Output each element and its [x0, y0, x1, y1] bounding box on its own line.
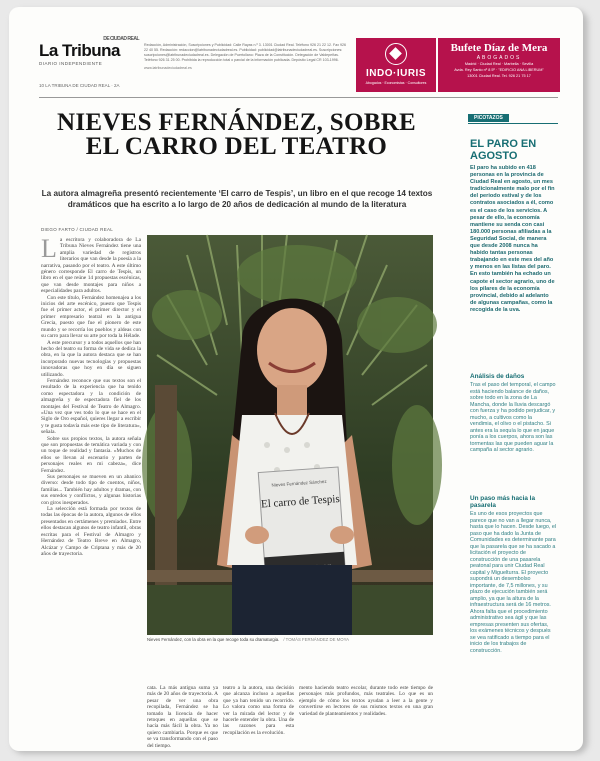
- ad-indo-iuris: [356, 38, 436, 92]
- header-rule: [39, 97, 558, 98]
- ad-indo-name: INDO·IURIS: [366, 68, 426, 79]
- article-byline: DIEGO FARTO / CIUDAD REAL: [41, 227, 114, 232]
- masthead: [39, 36, 139, 66]
- book-author: Nieves Fernández Sánchez: [271, 478, 327, 488]
- ad-bufete-role: ABOGADOS: [476, 55, 522, 61]
- paragraph: Fernández reconoce que sus textos son el resultado de la experiencia que ha tenido como espectadora y la condición de almagreña y de espectadora fiel de los montajes del Festival de Teatro de Almagro. «Una vez que ves todo lo que se hace en el Siglo de Oro español, quieres llegar a escribir y te gusta todavía más este tipo de literatura», señala.: [41, 377, 141, 436]
- sidebar-text-2: Es uno de esos proyectos que parece que no van a llegar nunca, hasta que lo hacen. Desde luego, el paso que ha dado la Junta de Comunidades es determinante para que la pasarela que se ha sacado a licitación el proyecto de construcción de una pasarela peatonal para unir Ciudad Real capital y Miguelturra. El proyecto supondrá un desembolso importante, de 7,5 millones, y su plazo de ejecución también será amplio, ya que la altura de la infraestructura será de 16 metros. Ahora falta que el procedimiento administrativo sea ágil y que las empresas presenten sus ofertas, los exámenes técnicos y después se vea ratificado a tiempo para el inicio de los trabajos de construcción.: [470, 511, 557, 654]
- newspaper-page: [9, 7, 583, 751]
- article-column-3: teatro a la autora, una decisión que alcanza incluso a aquellas que ya han tenido un recorrido. Lo valora como una forma de ver la mirada del lector y de hacerle entender la obra. Una de las razones para esta recopilación es la evolución.: [223, 685, 294, 736]
- brand-subtitle: DIARIO INDEPENDIENTE: [39, 61, 103, 66]
- book-title: El carro de Tespis: [260, 492, 341, 511]
- paragraph: Sobre sus propios textos, la autora señala que son propuestas de temática variada y con un toque de realidad y fantasía. «Muchos de ellos se llevan al escenario y parten de personajes reales en mi cabeza», dice Fernández.: [41, 435, 141, 474]
- sidebar-title: EL PARO EN AGOSTO: [470, 138, 537, 162]
- paragraph: Sus personajes se mueven en un abanico diverso: desde todo tipo de cuentos, niños, familias... También hay adultos y dramas, con sus enredos y conflictos, y algunas historias con giros inesperados.: [41, 474, 141, 506]
- photo-illustration: [147, 235, 433, 635]
- sidebar-rule: [468, 123, 558, 124]
- sidebar-subhead-2: Un paso más hacia la pasarela: [470, 495, 535, 509]
- indo-logo-icon: [385, 43, 407, 65]
- brand-small: DE CIUDAD REAL: [103, 36, 139, 42]
- paragraph: La escritora y colaboradora de La Tribuna Nieves Fernández tiene una amplia variedad de registros literarios que van desde la poesía a la narrativa, pasando por el teatro. A este último género corresponde El carro de Tespis, un libro en el que reúne 14 propuestas escénicas, que van desde montajes para niños a especialidades para adultos.: [41, 234, 141, 295]
- sidebar-subhead-1: Análisis de daños: [470, 373, 525, 380]
- paragraph: La selección está formada por textos de todas las épocas de la autora, algunos de ellos presentados en certámenes y premiados. Entre ellos destacan algunos de teatro infantil, obras escritas para el Festival de Almagro y Hernández de Teatro Breve en Almagro, Alcázar y Campo de Criptana y más de 20 años de trayectoria.: [41, 506, 141, 557]
- article-photo: [147, 235, 433, 635]
- paragraph: Con este título, Fernández homenajea a los inicios del arte escénico, puesto que Tespis fue el primer actor, el primer director y el primer empresario teatral en la antigua Grecia, puesto que fue el pionero de este mundo y se recorría los pueblos y aldeas con su carro para llevar su arte por toda la Hélade.: [41, 294, 141, 340]
- ad-bufete-line3: 13001 Ciudad Real. Tel. 926 21 75 17: [467, 74, 531, 78]
- paragraph: A este precursor y a todos aquellos que han hecho del teatro su forma de vida se dedica la obra, en la que la autora destaca que se han incorporado nuevas tecnologías y propuestas innovadoras que hoy en día se siguen utilizando.: [41, 339, 141, 378]
- photo-caption: Nieves Fernández, con la obra en la que recoge toda su dramaturgia. / TOMÁS FERNÁNDEZ DE MOYA: [147, 637, 349, 642]
- article-headline: NIEVES FERNÁNDEZ, SOBRE EL CARRO DEL TEATRO: [56, 109, 417, 160]
- info-url: www.latribunadeciudadreal.es: [144, 66, 192, 70]
- ad-bufete-line2: Avda. Rey Santo nº 8 5º · "EDIFICIO ANA LIBERUM": [454, 68, 544, 72]
- info-text: Redacción, Administración, Suscripciones y Publicidad: Calle Rayas n.º 3. 13001 Ciudad Real. Teléfono 926 21 22 12. Fax 926 22 40 55. Redacción: redaccion@latribunadeciudadreal.es. Publicidad: publicidad@latribunadeciudadreal.es. Suscripciones: suscripciones@latribunadeciudadreal.es. Delegación de Puertollano: Plaza de la Constitución. Delegación de Valdepeñas. Teléfono 926 31 25 00. Prohibida la reproducción total o parcial de la información publicada. Depósito Legal CR 103-1996.: [144, 43, 347, 62]
- dateline: 10 LA TRIBUNA DE CIUDAD REAL · 2A: [39, 83, 120, 88]
- article-deck: La autora almagreña presentó recientemente ‘El carro de Tespis’, un libro en el que recoge 14 textos dramáticos que ha escrito a lo largo de 20 años de dedicación al mundo de la literatura: [41, 189, 433, 209]
- photo-credit: / TOMÁS FERNÁNDEZ DE MOYA: [283, 637, 349, 642]
- article-column-1: [41, 234, 141, 740]
- ad-indo-tag: Abogados · Economistas · Consultores: [365, 81, 427, 85]
- info-block: [144, 43, 349, 71]
- ad-bufete-line1: Madrid · Ciudad Real · Marbella · Sevilla: [464, 62, 534, 66]
- sidebar-label: PICOTAZOS: [468, 114, 509, 122]
- brand-logo: DE CIUDAD REAL La Tribuna: [39, 36, 139, 60]
- dropcap: L: [41, 234, 57, 263]
- ad-bufete-name: Bufete Díaz de Mera: [450, 42, 548, 54]
- sidebar-text-1: Tras el paso del temporal, el campo está haciendo balance de daños, sobre todo en la zona de La Mancha, donde la lluvia descargó con fuerza y ha podido perjudicar, y mucho, a cultivos como la vendimia, el olivo o el pistacho. Si antes era la sequía lo que en jaque ponía a los cuerpos, ahora son las tormentas las que pueden aguar la campaña al sector agrario.: [470, 382, 556, 453]
- ad-bufete: [438, 38, 560, 92]
- article-column-4: mento haciendo teatro escolar, durante todo este tiempo de personajes más profundos, más teatrales. Lo que es un ejemplo de cómo los textos ayudan a leer a la gente y convertirse en lectores de sus mismos textos en una gran variedad de planteamientos y realidades.: [299, 685, 433, 717]
- sidebar-lead: El paro ha subido en 418 personas en la provincia de Ciudad Real en agosto, un mes tradicionalmente malo por el fin del periodo estival y de los contratos asociados a él, como es el caso de los servicios. A pesar de ello, la economía mantiene su senda con casi 180.000 personas afiliadas a la Seguridad Social, de manera que desde 2008 nunca ha habido tantas personas trabajando en este mes del año y menos en las listas del paro. En esto también ha echado un capote el sector agrario, uno de los pilares de la economía provincial, debido al adelanto de algunas campañas, como la recogida de la uva.: [470, 165, 555, 313]
- article-column-2: cata. La más antigua suma ya más de 20 años de trayectoria. A pesar de ver una obra recopilada, Fernández se ha tomado la licencia de hacer retoques en aquellas que se hacía más fácil la obra. Ya no quiero cambiarla. Porque es que se va transformando con el paso del tiempo.: [147, 685, 218, 749]
